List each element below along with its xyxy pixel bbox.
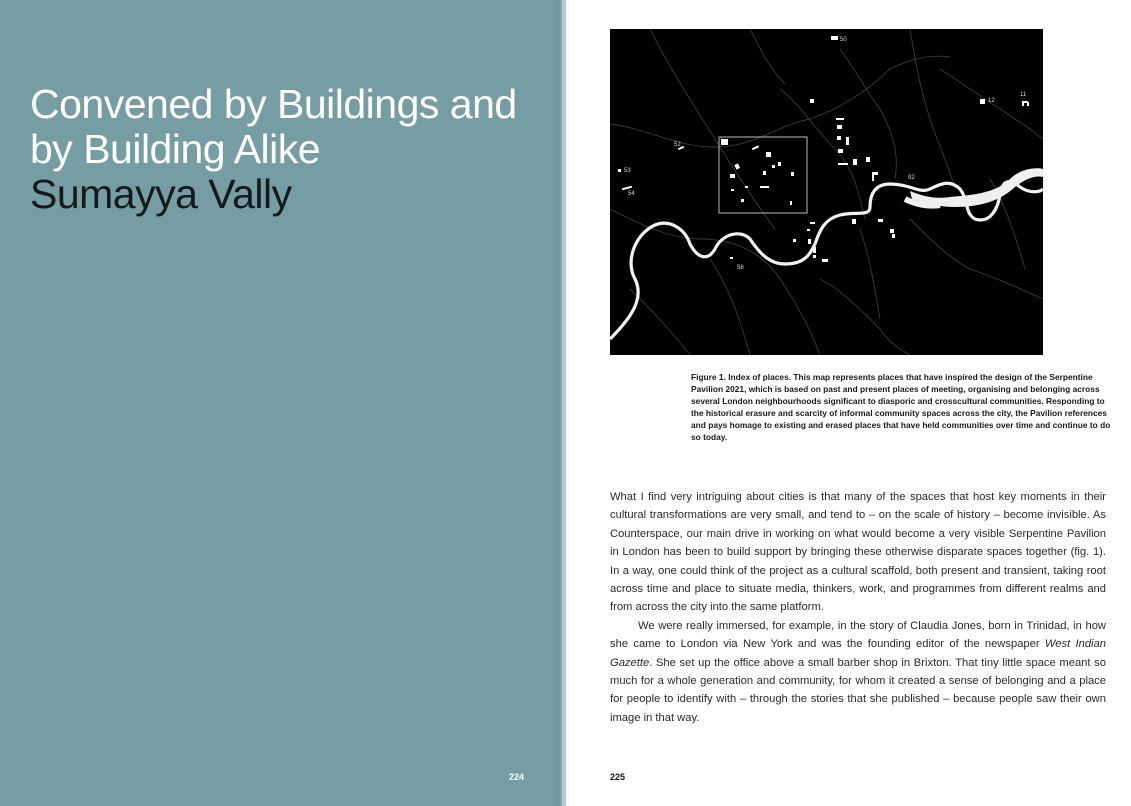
author-name: Sumayya Vally — [30, 171, 292, 217]
chapter-title-line-2: by Building Alike — [30, 126, 321, 172]
left-page — [0, 0, 562, 806]
paragraph-2 — [610, 617, 1106, 727]
map-label-11: 11 — [1020, 92, 1027, 98]
figure-map-london — [610, 29, 1043, 355]
chapter-title-line-1: Convened by Buildings and — [30, 81, 517, 127]
map-label-52: 52 — [674, 142, 681, 148]
map-label-58: 58 — [737, 265, 744, 271]
paragraph-1: What I find very intriguing about cities is that many of the spaces that host key moments in their cultural transformations are very small, and tend to – on the scale of history – become invisible. As Counterspace, our main drive in working on what would become a very visible Serpentine Pavilion in London has been to build support by bringing these otherwise disparate spaces together (fig. 1). In a way, one could think of the project as a cultural scaffold, both present and transient, taking root across time and place to situate media, thinkers, work, and programmes from different realms and from across the city into the same platform. — [610, 491, 1106, 614]
map-label-54: 54 — [628, 191, 635, 197]
map-label-92: 92 — [908, 175, 915, 181]
page-number-left: 224 — [509, 772, 525, 782]
chapter-heading — [30, 82, 550, 217]
newspaper-title: West Indian Gazette — [610, 638, 1106, 669]
map-label-12: 12 — [988, 98, 995, 104]
paragraph-2-text-a: We were really immersed, for example, in the story of Claudia Jones, born in Trinidad, in how she came to London via New York and was the founding editor of the newspaper — [610, 619, 1106, 651]
page-number-right: 225 — [610, 772, 626, 782]
paragraph-2-text-b: . She set up the office above a small barber shop in Brixton. That tiny little space meant so much for a whole generation and community, for whom it created a sense of belonging and a place for people to identify with – through the stories that she published – because people saw their own image in that way. — [610, 656, 1106, 724]
map-label-50: 50 — [840, 37, 847, 43]
figure-caption: Figure 1. Index of places. This map represents places that have inspired the design of the Serpentine Pavilion 2021, which is based on past and present places of meeting, organising and belonging across several London neighbourhoods significant to diasporic and crosscultural communities. Responding to the historical erasure and scarcity of informal community spaces across the city, the Pavilion references and pays homage to existing and erased places that have held communities over time and continue to do so today. — [691, 372, 1111, 442]
map-graphic — [610, 29, 1043, 355]
gutter-shadow — [553, 0, 562, 806]
body-text — [610, 488, 1106, 727]
map-label-53: 53 — [624, 168, 631, 174]
